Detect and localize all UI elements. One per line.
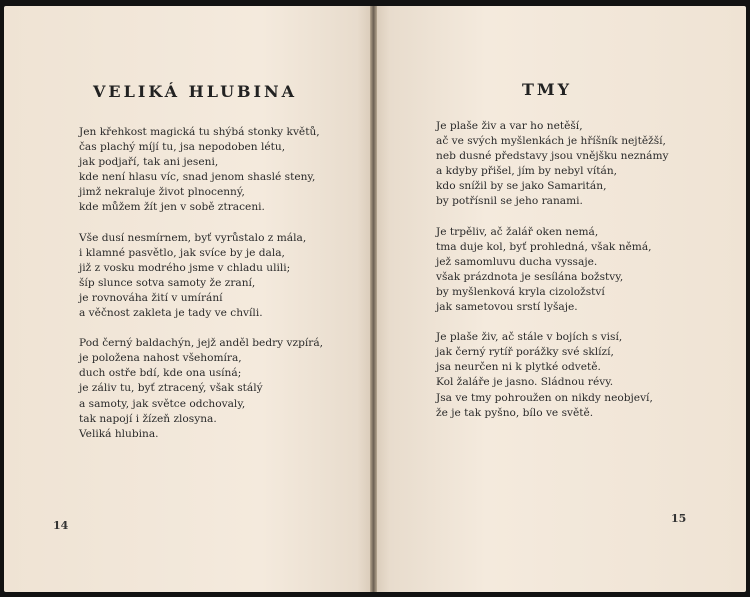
- poem-line: Je plaše živ a var ho netěší,: [436, 120, 583, 132]
- poem-title-right: TMY: [522, 80, 573, 99]
- page-number-right: 15: [671, 512, 687, 525]
- poem-line: ač ve svých myšlenkách je hříšník nejtěžší,: [436, 135, 666, 148]
- stanza: [436, 119, 669, 210]
- poem-body-left: [79, 125, 323, 457]
- poem-line: jsa neurčen ni k plytké odvetě.: [436, 361, 601, 374]
- poem-line: jak sametovou srstí lyšaje.: [436, 301, 578, 314]
- poem-line: Je trpěliv, ač žalář oken nemá,: [436, 225, 599, 238]
- poem-line: že je tak pyšno, bílo ve světě.: [436, 406, 594, 419]
- poem-line: kde můžem žít jen v sobě ztraceni.: [79, 201, 265, 214]
- poem-body-right: [436, 119, 669, 436]
- poem-line: tak napojí i žízeň zlosyna.: [79, 412, 217, 425]
- poem-line: i klamné pasvětlo, jak svíce by je dala,: [79, 246, 285, 259]
- poem-line: Jsa ve tmy pohroužen on nikdy neobjeví,: [436, 391, 653, 404]
- page-number-left: 14: [53, 519, 69, 532]
- poem-line: kde není hlasu víc, snad jenom shaslé steny,: [79, 171, 316, 184]
- stanza: [436, 225, 669, 316]
- poem-line: Je plaše živ, ač stále v bojích s visí,: [436, 331, 623, 344]
- book-gutter: [370, 6, 377, 592]
- right-page: [375, 6, 746, 592]
- poem-line: tma duje kol, byť prohledná, však němá,: [436, 240, 652, 253]
- poem-line: již z vosku modrého jsme v chladu ulili;: [79, 261, 291, 274]
- poem-line: je položena nahost všehomíra,: [79, 352, 242, 365]
- poem-line: jak černý rytíř porážky své sklízí,: [436, 346, 614, 359]
- poem-line: Vše dusí nesmírnem, byť vyrůstalo z mála,: [79, 231, 307, 244]
- poem-line: Jen křehkost magická tu shýbá stonky květů,: [79, 126, 320, 138]
- poem-line: a kdyby přišel, jím by nebyl vítán,: [436, 165, 618, 178]
- poem-line: jež samomluvu ducha vyssaje.: [436, 255, 598, 268]
- poem-line: jak podjaří, tak ani jeseni,: [79, 156, 219, 169]
- poem-line: a věčnost zakleta je tady ve chvíli.: [79, 307, 263, 320]
- poem-line: jimž nekraluje život plnocenný,: [79, 186, 245, 199]
- poem-line: je rovnováha žití v umírání: [79, 291, 223, 304]
- poem-line: kdo snížil by se jako Samaritán,: [436, 180, 607, 193]
- stanza: [79, 125, 323, 216]
- poem-line: a samoty, jak světce odchovaly,: [79, 397, 246, 410]
- poem-line: Pod černý baldachýn, jejž anděl bedry vzpírá,: [79, 337, 324, 350]
- poem-line: šíp slunce sotva samoty že zraní,: [79, 276, 256, 289]
- poem-title-left: VELIKÁ HLUBINA: [93, 82, 298, 101]
- poem-line: by potřísnil se jeho ranami.: [436, 195, 583, 208]
- left-page: [4, 6, 372, 592]
- poem-line: je záliv tu, byť ztracený, však stálý: [79, 382, 263, 395]
- poem-line: čas plachý míjí tu, jsa nepodoben létu,: [79, 141, 286, 154]
- stanza: [79, 231, 323, 322]
- stanza: [436, 330, 669, 421]
- poem-line: neb dusné představy jsou vnějšku neznámy: [436, 150, 669, 163]
- stanza: [79, 336, 323, 442]
- open-book: [4, 6, 746, 592]
- poem-line: duch ostře bdí, kde ona usíná;: [79, 367, 242, 380]
- poem-line: však prázdnota je sesílána božstvy,: [436, 270, 624, 283]
- poem-line: Veliká hlubina.: [79, 427, 159, 440]
- poem-line: Kol žaláře je jasno. Sládnou révy.: [436, 376, 614, 389]
- poem-line: by myšlenková kryla cizoložství: [436, 285, 605, 298]
